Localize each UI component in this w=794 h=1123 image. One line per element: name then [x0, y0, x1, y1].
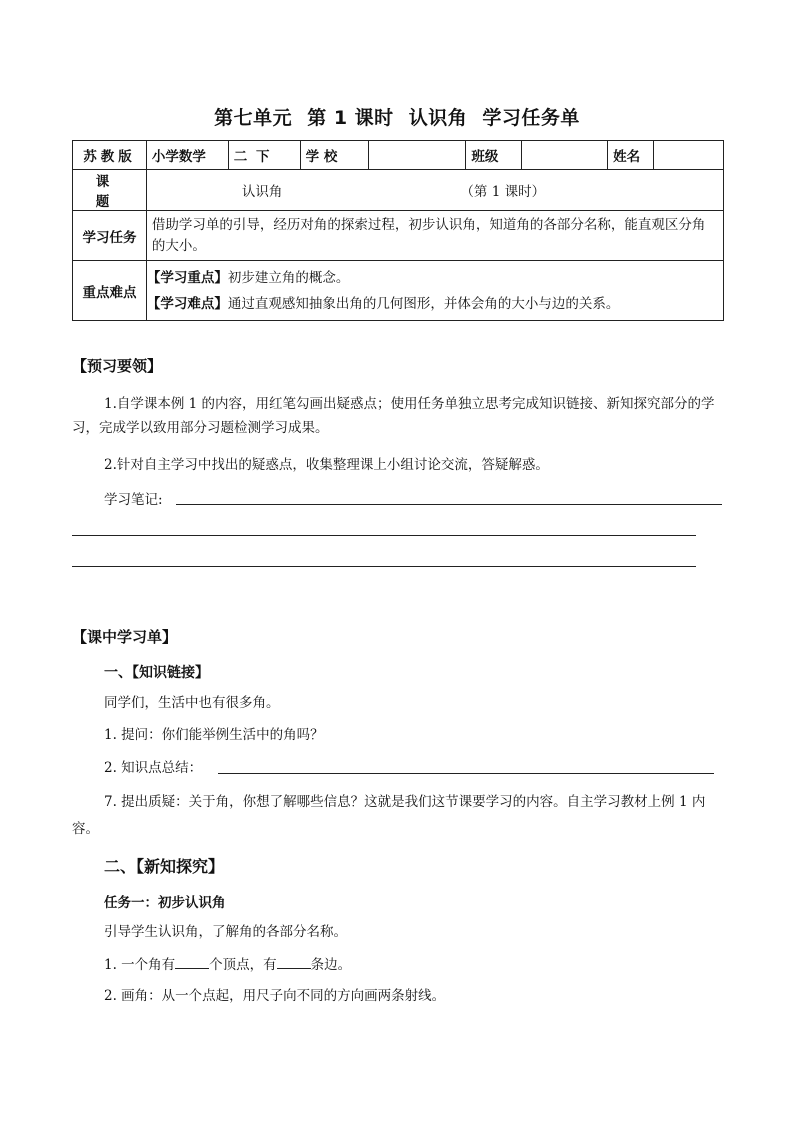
task1-heading: 任务一：初步认识角	[104, 895, 226, 911]
difficulty-row	[147, 291, 723, 317]
key-cell	[146, 261, 723, 321]
topic-cell	[146, 170, 723, 211]
new-knowledge-heading: 二、【新知探究】	[104, 857, 225, 876]
knowledge-intro: 同学们，生活中也有很多角。	[104, 695, 280, 711]
notes-line-3[interactable]	[72, 566, 696, 567]
class-label: 班级	[466, 141, 522, 170]
subject-cell: 小学数学	[146, 141, 228, 170]
name-field[interactable]	[654, 141, 724, 170]
question-7: 7. 提出质疑：关于角，你想了解哪些信息？这就是我们这节课要学习的内容。自主学习教材上例 1 内容。	[72, 794, 706, 837]
task1-question-1	[104, 953, 351, 977]
task1-q1-part-a: 1. 一个角有	[104, 957, 176, 973]
class-field[interactable]	[522, 141, 608, 170]
topic-value: 认识角	[241, 184, 283, 200]
topic-label: 课 题	[73, 170, 147, 211]
school-field[interactable]	[368, 141, 466, 170]
question-2: 2. 知识点总结：	[104, 760, 203, 776]
preview-item-2: 2.针对自主学习中找出的疑惑点，收集整理课上小组讨论交流，答疑解惑。	[104, 457, 549, 473]
topic-period: （第 1 课时）	[460, 184, 546, 200]
page-title	[0, 103, 794, 130]
title-doc-type: 学习任务单	[482, 107, 580, 129]
title-topic: 认识角	[408, 107, 468, 129]
notes-label: 学习笔记:	[104, 492, 163, 508]
difficulty-text: 通过直观感知抽象出角的几何图形，并体会角的大小与边的关系。	[227, 295, 620, 312]
title-unit: 第七单元	[214, 107, 293, 129]
publisher-cell: 苏教版	[73, 141, 147, 170]
task1-question-2: 2. 画角：从一个点起，用尺子向不同的方向画两条射线。	[104, 988, 446, 1004]
summary-answer-line[interactable]	[218, 773, 714, 774]
task-value: 借助学习单的引导，经历对角的探索过程，初步认识角，知道角的各部分名称，能直观区分角的大小。	[146, 211, 723, 261]
key-point-row	[147, 265, 723, 291]
name-label: 姓名	[608, 141, 654, 170]
preview-item-1: 1.自学课本例 1 的内容，用红笔勾画出疑惑点；使用任务单独立思考完成知识链接、新知探究部分的学习，完成学以致用部分习题检测学习成果。	[72, 396, 715, 436]
key-point-tag: 【学习重点】	[146, 269, 228, 286]
title-lesson: 第 1 课时	[307, 107, 394, 129]
question-1: 1. 提问：你们能举例生活中的角吗？	[104, 727, 324, 743]
difficulty-tag: 【学习难点】	[146, 295, 228, 312]
grade-cell: 二 下	[228, 141, 300, 170]
school-label: 学 校	[300, 141, 368, 170]
task1-q1-part-c: 条边。	[310, 957, 352, 973]
notes-line-2[interactable]	[72, 535, 696, 536]
side-count-blank[interactable]	[277, 954, 311, 969]
preview-heading: 【预习要领】	[72, 357, 163, 375]
task1-q1-part-b: 个顶点，有	[209, 957, 277, 973]
knowledge-link-heading: 一、【知识链接】	[104, 665, 209, 681]
task-label: 学习任务	[73, 211, 147, 261]
vertex-count-blank[interactable]	[175, 954, 209, 969]
notes-line-1[interactable]	[176, 504, 722, 505]
task1-intro: 引导学生认识角，了解角的各部分名称。	[104, 924, 347, 940]
classwork-heading: 【课中学习单】	[72, 628, 178, 646]
key-label: 重点难点	[73, 261, 147, 321]
key-point-text: 初步建立角的概念。	[227, 269, 350, 286]
info-table	[72, 140, 724, 321]
